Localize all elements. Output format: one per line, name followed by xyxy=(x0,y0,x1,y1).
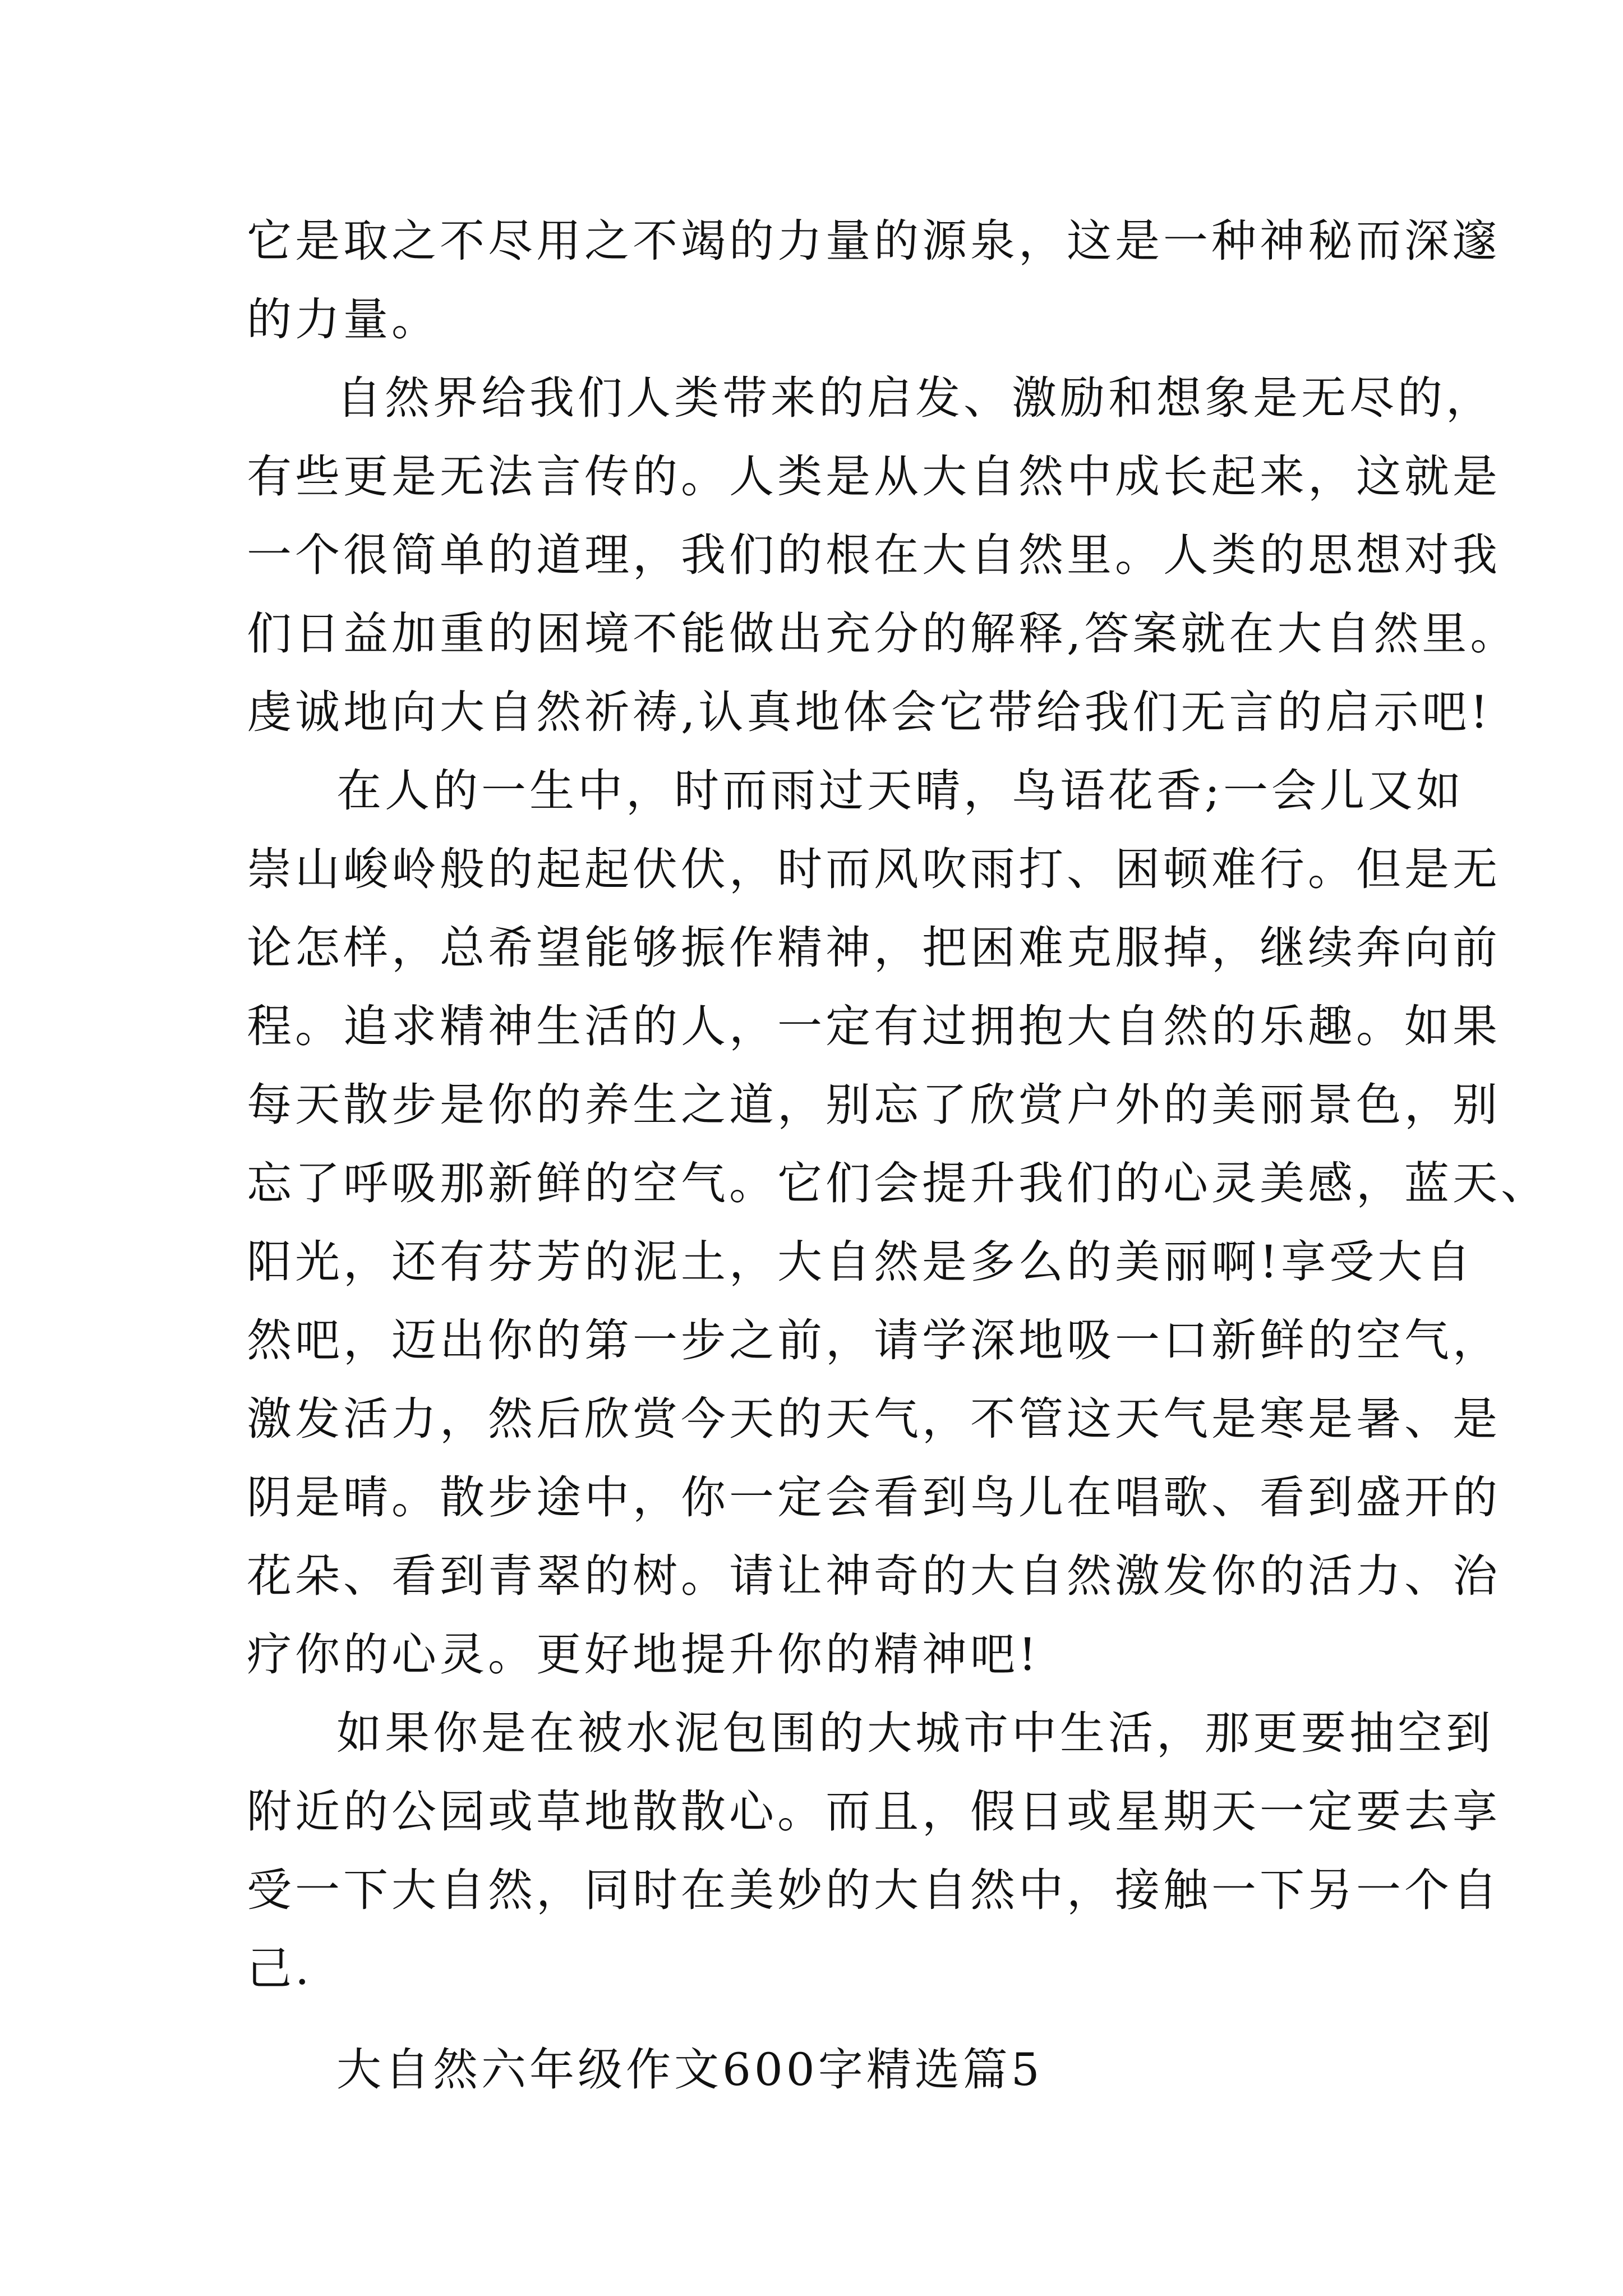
text-line: 崇山峻岭般的起起伏伏，时而风吹雨打、困顿难行。但是无 xyxy=(247,843,1501,895)
text-line: 激发活力，然后欣赏今天的天气，不管这天气是寒是暑、是 xyxy=(247,1393,1501,1445)
text-line: 己. xyxy=(247,1943,313,1995)
text-line: 虔诚地向大自然祈祷,认真地体会它带给我们无言的启示吧! xyxy=(247,686,1492,738)
text-line: 有些更是无法言传的。人类是从大自然中成长起来，这就是 xyxy=(247,450,1501,503)
text-line: 它是取之不尽用之不竭的力量的源泉，这是一种神秘而深邃 xyxy=(247,215,1501,267)
text-line: 花朵、看到青翠的树。请让神奇的大自然激发你的活力、治 xyxy=(247,1550,1501,1602)
text-line: 大自然六年级作文600字精选篇5 xyxy=(336,2044,1043,2096)
text-line: 论怎样，总希望能够振作精神，把困难克服掉，继续奔向前 xyxy=(247,922,1501,974)
text-line: 附近的公园或草地散散心。而且，假日或星期天一定要去享 xyxy=(247,1786,1501,1838)
text-line: 在人的一生中，时而雨过天晴，鸟语花香;一会儿又如 xyxy=(336,765,1464,817)
text-line: 每天散步是你的养生之道，别忘了欣赏户外的美丽景色，别 xyxy=(247,1079,1501,1131)
text-line: 的力量。 xyxy=(247,293,440,346)
text-line: 一个很简单的道理，我们的根在大自然里。人类的思想对我 xyxy=(247,529,1501,581)
text-line: 程。追求精神生活的人，一定有过拥抱大自然的乐趣。如果 xyxy=(247,1000,1501,1052)
text-line: 自然界给我们人类带来的启发、激励和想象是无尽的， xyxy=(336,372,1494,424)
text-line: 如果你是在被水泥包围的大城市中生活，那更要抽空到 xyxy=(336,1707,1494,1759)
text-line: 疗你的心灵。更好地提升你的精神吧! xyxy=(247,1628,1040,1681)
text-line: 阴是晴。散步途中，你一定会看到鸟儿在唱歌、看到盛开的 xyxy=(247,1471,1501,1524)
text-line: 忘了呼吸那新鲜的空气。它们会提升我们的心灵美感，蓝天、 xyxy=(247,1157,1549,1209)
text-line: 阳光，还有芬芳的泥土，大自然是多么的美丽啊!享受大自 xyxy=(247,1236,1474,1288)
text-line: 受一下大自然，同时在美妙的大自然中，接触一下另一个自 xyxy=(247,1864,1501,1916)
text-line: 然吧，迈出你的第一步之前，请学深地吸一口新鲜的空气， xyxy=(247,1314,1501,1366)
text-line: 们日益加重的困境不能做出充分的解释,答案就在大自然里。 xyxy=(247,608,1519,660)
